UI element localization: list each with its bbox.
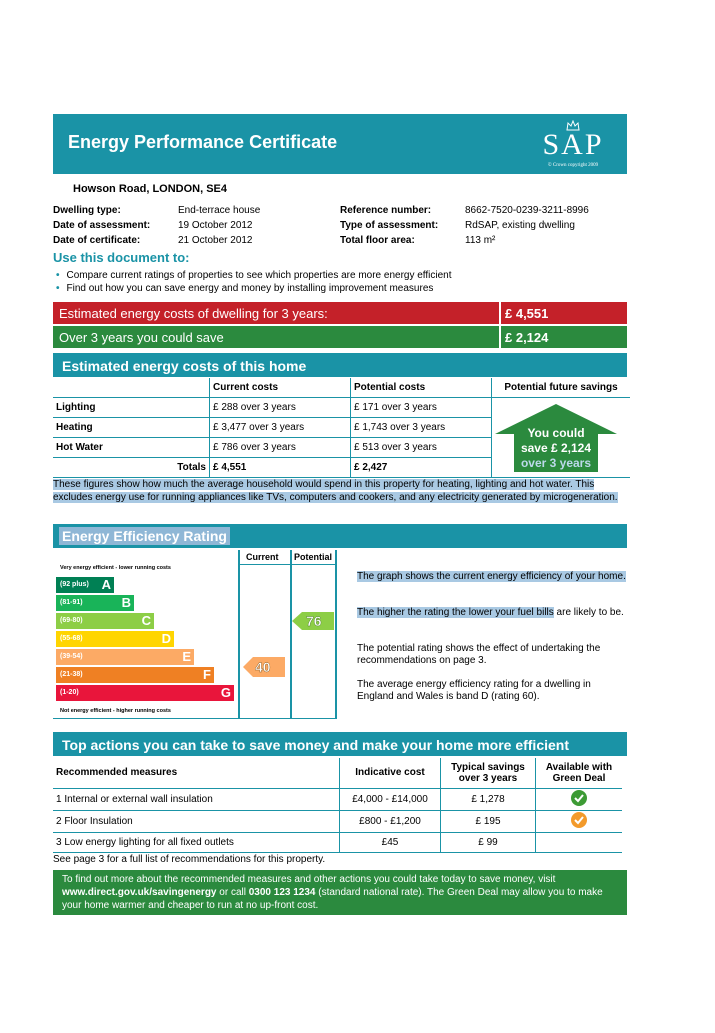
sap-logo (533, 118, 613, 170)
chart-top-note: Very energy efficient - lower running costs (60, 565, 171, 571)
rating-band-letter: G (220, 685, 231, 700)
lighting-potential: £ 171 over 3 years (351, 398, 492, 418)
estimated-cost-value: £ 4,551 (505, 306, 549, 321)
rating-band-a (56, 577, 114, 593)
costs-note (53, 478, 627, 504)
arrow-line-1: You could (527, 426, 585, 440)
col-recommended: Recommended measures (53, 758, 340, 788)
green-deal-check-icon (570, 811, 588, 829)
date-certificate-label: Date of certificate: (53, 235, 141, 246)
arrow-line-3: over 3 years (520, 456, 592, 470)
measure-2-saving: £ 195 (441, 810, 536, 832)
chart-col-potential: Potential (294, 552, 333, 562)
estimated-cost-band (53, 302, 627, 324)
heating-potential: £ 1,743 over 3 years (351, 418, 492, 438)
measure-2-cost: £800 - £1,200 (340, 810, 441, 832)
table-row (53, 832, 622, 852)
efficiency-text-2b: are likely to be. (553, 607, 624, 618)
savings-value: £ 2,124 (505, 330, 549, 345)
heating-current: £ 3,477 over 3 years (210, 418, 351, 438)
current-rating-value: 40 (255, 659, 271, 675)
arrow-line-2: save £ 2,124 (520, 441, 592, 455)
rating-band-letter: D (161, 631, 171, 646)
rating-band-d (56, 631, 174, 647)
table-row (53, 810, 622, 832)
col-current-costs: Current costs (210, 378, 351, 398)
sap-copyright: © Crown copyright 2009 (547, 163, 599, 168)
rating-band-range: (69-80) (60, 617, 83, 624)
green-deal-check-icon (570, 789, 588, 807)
hot-water-current: £ 786 over 3 years (210, 438, 351, 458)
lighting-current: £ 288 over 3 years (210, 398, 351, 418)
footer-text-a: To find out more about the recommended measures and other actions you could take today to save money, visit (62, 874, 556, 885)
estimated-cost-label: Estimated energy costs of dwelling for 3 years: (59, 306, 328, 321)
efficiency-title: Energy Efficiency Rating (59, 527, 230, 545)
rating-band-letter: B (121, 595, 131, 610)
col-typical-savings: Typical savings over 3 years (441, 758, 536, 788)
reference-value: 8662-7520-0239-3211-8996 (465, 205, 589, 216)
efficiency-text-2a: The higher the rating the lower your fuel bills (357, 607, 554, 618)
use-bullet-1: • Compare current ratings of properties to see which properties are more energy efficient (56, 270, 452, 281)
date-assessment-label: Date of assessment: (53, 220, 151, 231)
rating-band-letter: F (203, 667, 211, 682)
rating-band-range: (92 plus) (60, 581, 89, 588)
row-lighting: Lighting (53, 398, 210, 418)
rating-band-f (56, 667, 214, 683)
rating-band-range: (55-68) (60, 635, 83, 642)
footer-text (53, 870, 627, 915)
measure-3-cost: £45 (340, 832, 441, 852)
savings-band (53, 326, 627, 348)
measure-2: 2 Floor Insulation (53, 810, 340, 832)
hot-water-potential: £ 513 over 3 years (351, 438, 492, 458)
rating-band-g (56, 685, 234, 701)
actions-title: Top actions you can take to save money and make your home more efficient (62, 737, 569, 753)
date-assessment-value: 19 October 2012 (178, 220, 253, 231)
footer-text-b: or call (216, 887, 249, 898)
use-bullet-2-text: Find out how you can save energy and money by installing improvement measures (66, 283, 434, 294)
col-indicative-cost: Indicative cost (340, 758, 441, 788)
footer-text-c: (standard national rate). The Green Deal may allow you to make your home warmer and cheaper to run at no up-front cost. (62, 887, 603, 911)
costs-section-heading (53, 353, 627, 377)
floor-area-label: Total floor area: (340, 235, 415, 246)
col-green-deal: Available with Green Deal (536, 758, 623, 788)
rating-band-letter: E (182, 649, 191, 664)
efficiency-text-1-content: The graph shows the current energy efficiency of your home. (357, 571, 626, 582)
savings-label: Over 3 years you could save (59, 330, 224, 345)
rating-band-range: (21-38) (60, 671, 83, 678)
property-address: Howson Road, LONDON, SE4 (73, 183, 228, 195)
use-bullet-1-text: Compare current ratings of properties to see which properties are more energy efficient (66, 270, 452, 281)
measure-1-saving: £ 1,278 (441, 788, 536, 810)
footer-link[interactable]: www.direct.gov.uk/savingenergy (62, 887, 217, 898)
sap-logo-text: SAP (542, 128, 604, 161)
crown-icon (566, 120, 580, 132)
col-potential-costs: Potential costs (351, 378, 492, 398)
chart-bottom-note: Not energy efficient - higher running costs (60, 708, 171, 714)
totals-label: Totals (53, 458, 210, 478)
measure-1-cost: £4,000 - £14,000 (340, 788, 441, 810)
assessment-type-value: RdSAP, existing dwelling (465, 220, 575, 231)
efficiency-text-3: The potential rating shows the effect of undertaking the recommendations on page 3. (357, 643, 601, 666)
use-bullet-2: • Find out how you can save energy and money by installing improvement measures (56, 283, 434, 294)
efficiency-text-1 (357, 571, 627, 583)
row-hot-water: Hot Water (53, 438, 210, 458)
rating-band-b (56, 595, 134, 611)
rating-band-c (56, 613, 154, 629)
row-heating: Heating (53, 418, 210, 438)
total-current: £ 4,551 (210, 458, 351, 478)
costs-note-text: These figures show how much the average household would spend in this property for heating, lighting and hot water. This excludes energy use for running appliances like TVs, computers and cookers, and any electricity generated by microgeneration. (53, 479, 618, 503)
total-potential: £ 2,427 (351, 458, 492, 478)
rating-band-range: (39-54) (60, 653, 83, 660)
actions-heading (53, 732, 627, 756)
rating-band-letter: C (141, 613, 151, 628)
costs-section-title: Estimated energy costs of this home (62, 358, 307, 374)
rating-band-range: (81-91) (60, 599, 83, 606)
measure-1: 1 Internal or external wall insulation (53, 788, 340, 810)
use-document-heading: Use this document to: (53, 250, 190, 265)
rating-band-letter: A (101, 577, 111, 592)
dwelling-type-label: Dwelling type: (53, 205, 121, 216)
col-future-savings: Potential future savings (492, 378, 631, 398)
table-row (53, 788, 622, 810)
efficiency-heading (53, 524, 627, 548)
certificate-header (53, 114, 627, 174)
footer-phone: 0300 123 1234 (248, 887, 316, 898)
assessment-type-label: Type of assessment: (340, 220, 439, 231)
page-title: Energy Performance Certificate (68, 132, 338, 152)
rating-band-e (56, 649, 194, 665)
measure-3-saving: £ 99 (441, 832, 536, 852)
measure-3: 3 Low energy lighting for all fixed outlets (53, 832, 340, 852)
efficiency-text-2 (357, 607, 627, 619)
dwelling-type-value: End-terrace house (178, 205, 261, 216)
potential-rating-value: 76 (306, 613, 322, 629)
see-page-note: See page 3 for a full list of recommendations for this property. (53, 854, 326, 865)
reference-label: Reference number: (340, 205, 432, 216)
actions-table (53, 758, 622, 853)
floor-area-value: 113 m² (465, 235, 496, 246)
date-certificate-value: 21 October 2012 (178, 235, 253, 246)
footer-info-box (53, 870, 627, 915)
efficiency-text-4: The average energy efficiency rating for a dwelling in England and Wales is band D (rating 60). (357, 679, 591, 702)
rating-band-range: (1-20) (60, 689, 79, 696)
chart-col-current: Current (246, 552, 279, 562)
savings-arrow-text (495, 426, 617, 471)
